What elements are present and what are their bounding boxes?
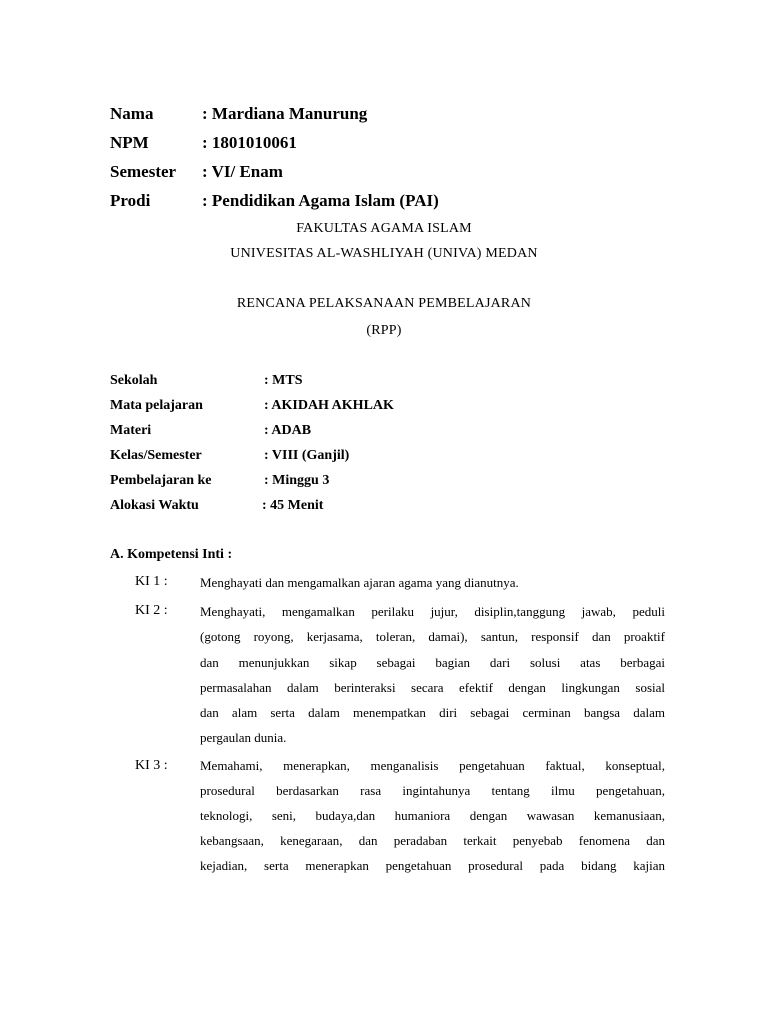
- student-npm-label: NPM: [110, 133, 149, 152]
- ki3-line: teknologi, seni, budaya,dan humaniora dengan wawasan kemanusiaan,: [200, 808, 665, 823]
- student-prodi-value: : Pendidikan Agama Islam (PAI): [202, 191, 439, 210]
- student-semester-value: : VI/ Enam: [202, 162, 283, 181]
- faculty-name: FAKULTAS AGAMA ISLAM: [296, 221, 472, 236]
- student-npm-value: : 1801010061: [202, 133, 297, 152]
- detail-pembelajaran-label: Pembelajaran ke: [110, 473, 212, 488]
- student-name-value: : Mardiana Manurung: [202, 104, 368, 123]
- ki3-line: Memahami, menerapkan, menganalisis pengetahuan faktual, konseptual,: [200, 758, 665, 773]
- detail-materi-label: Materi: [110, 423, 152, 438]
- student-prodi-label: Prodi: [110, 191, 151, 210]
- detail-sekolah-label: Sekolah: [110, 373, 158, 388]
- detail-mapel-value: : AKIDAH AKHLAK: [264, 398, 394, 413]
- ki3-line: kejadian, serta menerapkan pengetahuan prosedural pada bidang kajian: [200, 858, 665, 873]
- detail-alokasi-label: Alokasi Waktu: [110, 498, 199, 513]
- ki2-line: dan alam serta dalam menempatkan diri sebagai cerminan bangsa dalam: [200, 705, 665, 720]
- detail-mapel-label: Mata pelajaran: [110, 398, 203, 413]
- ki2-line: pergaulan dunia.: [200, 730, 287, 745]
- ki2-line: Menghayati, mengamalkan perilaku jujur, disiplin,tanggung jawab, peduli: [200, 604, 665, 619]
- section-a-heading: A. Kompetensi Inti :: [110, 547, 233, 562]
- document-title: RENCANA PELAKSANAAN PEMBELAJARAN: [236, 296, 532, 311]
- ki2-line: dan menunjukkan sikap sebagai bagian dari solusi atas berbagai: [200, 655, 665, 670]
- ki2-line: (gotong royong, kerjasama, toleran, damai), santun, responsif dan proaktif: [200, 629, 665, 644]
- ki3-label: KI 3 :: [135, 758, 168, 773]
- document-subtitle: (RPP): [366, 323, 402, 338]
- student-name-label: Nama: [110, 104, 154, 123]
- detail-alokasi-value: : 45 Menit: [262, 498, 324, 513]
- ki1-line: Menghayati dan mengamalkan ajaran agama yang dianutnya.: [200, 575, 519, 590]
- university-name: UNIVESITAS AL-WASHLIYAH (UNIVA) MEDAN: [230, 246, 538, 261]
- detail-sekolah-value: : MTS: [264, 373, 303, 388]
- ki2-label: KI 2 :: [135, 603, 168, 618]
- ki2-line: permasalahan dalam berinteraksi secara efektif dengan lingkungan sosial: [200, 680, 665, 695]
- ki3-line: prosedural berdasarkan rasa ingintahunya tentang ilmu pengetahuan,: [200, 783, 665, 798]
- detail-materi-value: : ADAB: [264, 423, 312, 438]
- detail-kelas-label: Kelas/Semester: [110, 448, 202, 463]
- ki3-line: kebangsaan, kenegaraan, dan peradaban terkait penyebab fenomena dan: [200, 833, 665, 848]
- ki1-label: KI 1 :: [135, 574, 168, 589]
- detail-pembelajaran-value: : Minggu 3: [264, 473, 330, 488]
- student-semester-label: Semester: [110, 162, 177, 181]
- detail-kelas-value: : VIII (Ganjil): [264, 448, 350, 463]
